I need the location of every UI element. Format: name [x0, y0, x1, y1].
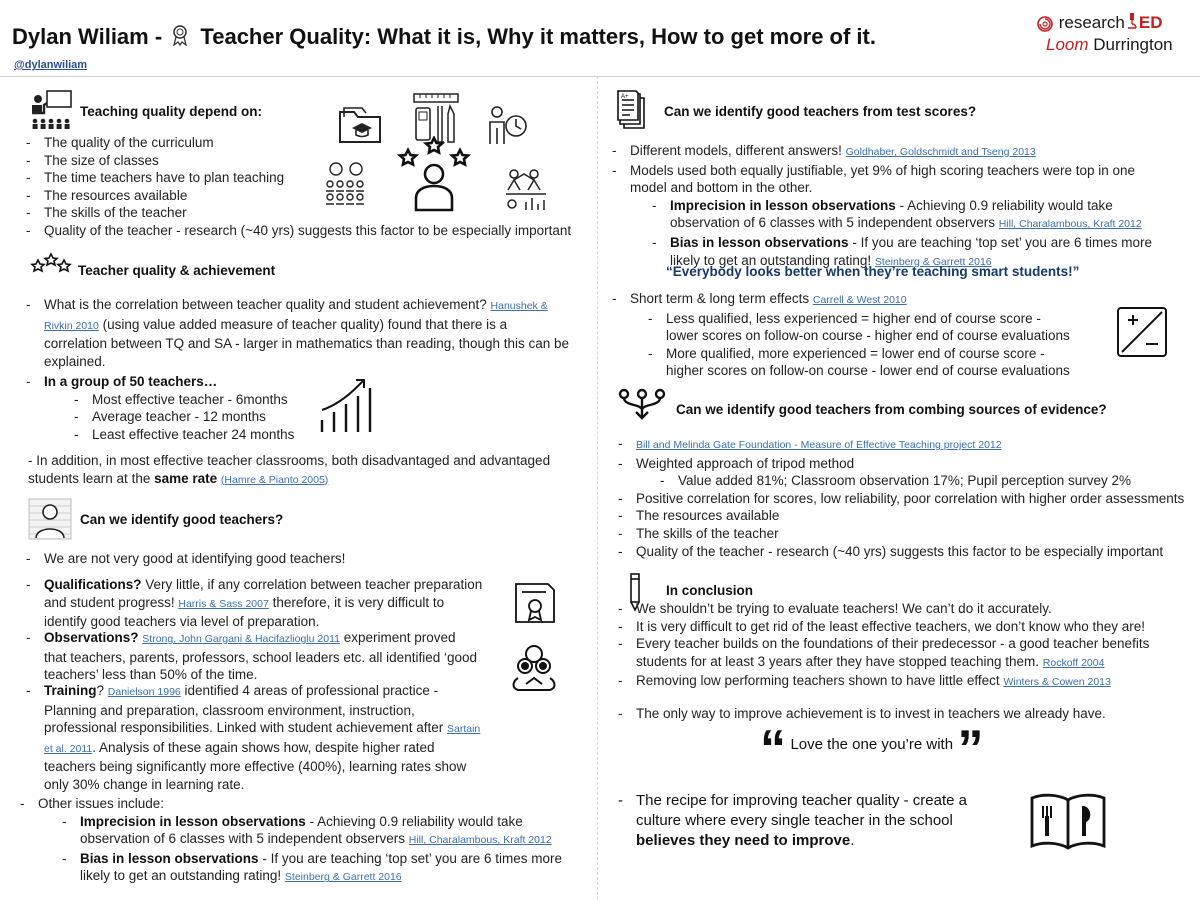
citation-link[interactable]: Winters & Cowen 2013 — [1003, 676, 1111, 689]
group-heading: In a group of 50 teachers… — [44, 374, 218, 389]
id-card-person-icon — [28, 498, 72, 540]
citation-link[interactable]: Danielson 1996 — [107, 686, 181, 698]
logo-research-text: research — [1058, 13, 1125, 32]
recipe-paragraph: - The recipe for improving teacher quality - create a culture where every single teacher in the school believes they need to improve. — [618, 792, 967, 849]
teaching-quality-list — [26, 134, 571, 240]
list-item: - Most effective teacher - 6months — [74, 391, 288, 407]
binoculars-observer-icon — [508, 644, 560, 694]
qualifications-paragraph: - Qualifications? Very little, if any correlation between teacher preparation and student progress! Harris & Sass 2007 therefore, it is very difficult to identify good teachers via level of preparation. — [26, 577, 483, 630]
list-item: - The quality of the curriculum — [26, 135, 214, 150]
researched-logo — [1036, 12, 1163, 33]
recipe-book-icon — [1028, 790, 1108, 852]
three-stars-icon — [30, 252, 72, 274]
teamwork-chart-icon — [504, 166, 548, 212]
folder-graduation-icon — [338, 104, 382, 146]
section-heading-combining-sources: Can we identify good teachers from combing sources of evidence? — [676, 402, 1107, 417]
not-good-line: - We are not very good at identifying good teachers! — [26, 551, 346, 566]
list-item: - Quality of the teacher - research (~40 yrs) suggests this factor to be especially important — [26, 222, 572, 238]
citation-link[interactable]: Sartain — [447, 723, 481, 736]
love-quote — [760, 720, 984, 778]
list-item: - The resources available — [26, 187, 188, 203]
section-heading-teaching-quality: Teaching quality depend on: — [80, 104, 263, 119]
award-ribbon-icon — [170, 24, 190, 52]
smart-students-quote: “Everybody looks better when they’re teaching smart students!” — [666, 264, 1080, 279]
citation-link[interactable]: Hill, Charalambous, Kraft 2012 — [408, 834, 552, 847]
test-papers-icon — [616, 90, 652, 130]
citation-link[interactable]: (Hamre & Pianto 2005) — [220, 473, 329, 486]
citation-link[interactable]: Goldhaber, Goldschmidt and Tseng 2013 — [845, 146, 1036, 158]
person-clock-icon — [488, 104, 528, 148]
microscope-icon — [1126, 12, 1138, 30]
citation-link[interactable]: Rivkin 2010 — [44, 319, 99, 332]
correlation-paragraph: - What is the correlation between teacher quality and student achievement? Hanushek & Rivkin 2010 (using value added measure of teacher quality) found that there is a correlation between TQ and SA - larger in mathematics than reading, though this can be explained. — [26, 297, 570, 369]
citation-link[interactable]: Carrell & West 2010 — [812, 294, 907, 306]
svg-text:A+: A+ — [621, 94, 629, 100]
citation-link[interactable]: Steinberg & Garrett 2016 — [284, 871, 402, 884]
teacher-at-board-icon — [30, 89, 74, 133]
section-heading-test-scores: Can we identify good teachers from test scores? — [664, 104, 977, 119]
list-item: - Least effective teacher 24 months — [74, 426, 295, 442]
love-quote-text: Love the one you’re with — [790, 736, 954, 753]
open-quote-icon: “ — [760, 720, 786, 778]
citation-link[interactable]: Rockoff 2004 — [1042, 656, 1105, 669]
loom-durrington-logo — [1046, 35, 1173, 55]
citation-link[interactable]: et al. 2011 — [44, 742, 93, 755]
citation-link[interactable]: Hanushek & — [490, 300, 548, 312]
training-paragraph: - Training? Danielson 1996 identified 4 areas of professional practice - Planning and preparation, classroom environment, instruction, professional responsibilities. Linked with student achievement after Sartain et al. 2011. Analysis of these again shows how, despite higher rated teachers being significantly more effective (400%), learning rates show only 30% change in learning rate. — [26, 683, 481, 792]
header-divider — [0, 76, 1200, 77]
list-item: - The skills of the teacher — [26, 205, 187, 221]
test-scores-block: - Different models, different answers! Goldhaber, Goldschmidt and Tseng 2013 - Models used both equally justifiable, yet 9% of high scoring teachers were top in one model and bottom in the other. - Imprecision in lesson observations - Achieving 0.9 reliability would take observation of 6 classes with 5 independent observers Hill, Charalambous, Kraft 2012 - Bias in lesson observations - If you are teaching ‘top set’ you are 6 times more likely to get an outstanding rating! Steinberg & Garrett 2016 — [612, 143, 1152, 268]
section-heading-conclusion: In conclusion — [666, 583, 754, 598]
column-divider — [597, 76, 598, 900]
list-item: - Average teacher - 12 months — [74, 409, 266, 425]
logo-loom-text: Loom — [1046, 35, 1089, 54]
other-issues-block: - Other issues include: - Imprecision in lesson observations - Achieving 0.9 reliability would take observation of 6 classes with 5 independent observers Hill, Charalambous, Kraft 2012 - Bias in lesson observations - If you are teaching ‘top set’ you are 6 times more likely to get an outstanding rating! Steinberg & Garrett 2016 — [20, 796, 562, 884]
group-of-50-block: - In a group of 50 teachers… - Most effective teacher - 6months - Average teacher - 12 months - Least effective teacher 24 months — [26, 374, 295, 442]
author-handle-link[interactable]: @dylanwiliam — [14, 59, 88, 71]
citation-link[interactable]: Steinberg & Garrett 2016 — [874, 255, 992, 268]
branching-arrows-icon — [618, 388, 666, 420]
audience-chat-icon — [322, 162, 374, 210]
citation-link[interactable]: Bill and Melinda Gate Foundation - Measure of Effective Teaching project 2012 — [636, 439, 1002, 451]
conclusion-list: - We shouldn’t be trying to evaluate teachers! We can’t do it accurately. - It is very difficult to get rid of the least effective teachers, we don’t know who they are! - Every teacher builds on the foundations of their predecessor - a good teacher benefits students for at least 3 years after they have stopped teaching them. Rockoff 2004 - Removing low performing teachers shown to have little effect Winters & Cowen 2013 — [618, 601, 1150, 689]
section-heading-teacher-quality-achievement: Teacher quality & achievement — [78, 263, 276, 278]
same-rate-paragraph: - In addition, in most effective teacher classrooms, both disadvantaged and advantaged students learn at the same rate (Hamre & Pianto 2005) — [28, 453, 551, 486]
citation-link[interactable]: Strong, John Gargani & Hacifazlioglu 2011 — [142, 633, 340, 645]
close-quote-icon: ” — [957, 720, 984, 778]
title-text: Teacher Quality: What it is, Why it matters, How to get more of it. — [200, 24, 876, 49]
spiral-logo-icon — [1036, 15, 1054, 33]
page-title — [12, 24, 876, 52]
plus-minus-icon — [1116, 306, 1168, 358]
invest-line: - The only way to improve achievement is to invest in teachers we already have. — [618, 706, 1106, 721]
logo-ed-text: ED — [1138, 13, 1163, 32]
citation-link[interactable]: Harris & Sass 2007 — [178, 597, 269, 610]
growth-bar-chart-icon — [318, 376, 378, 434]
certificate-icon — [512, 580, 558, 626]
list-item: - The time teachers have to plan teaching — [26, 170, 285, 186]
citation-link[interactable]: Hill, Charalambous, Kraft 2012 — [998, 218, 1142, 231]
combining-sources-list: - Bill and Melinda Gate Foundation - Measure of Effective Teaching project 2012 - Weighted approach of tripod method - Value added 81%; Classroom observation 17%; Pupil perception survey 2% - Positive correlation for scores, low reliability, poor correlation with higher order assessments - The resources available - The skills of the teacher - Quality of the teacher - research (~40 yrs) suggests this factor to be especially important — [618, 436, 1185, 559]
observations-paragraph: - Observations? Strong, John Gargani & Hacifazlioglu 2011 experiment proved that teachers, parents, professors, school leaders etc. all identified ‘good teachers’ less than 50% of the time. — [26, 630, 477, 683]
short-long-term-block: - Short term & long term effects Carrell & West 2010 - Less qualified, less experienced = higher end of course score - lower scores on follow-on course - higher end of course evaluations - More qualified, more experienced = lower end of course score - higher scores on follow-on course - lower end of course evaluations — [612, 291, 1070, 379]
section-heading-identify-good-teachers: Can we identify good teachers? — [80, 512, 284, 527]
author-name: Dylan Wiliam - — [12, 24, 163, 49]
star-rated-person-icon — [396, 136, 472, 214]
logo-place-text: Durrington — [1093, 35, 1173, 54]
list-item: - The size of classes — [26, 152, 159, 168]
